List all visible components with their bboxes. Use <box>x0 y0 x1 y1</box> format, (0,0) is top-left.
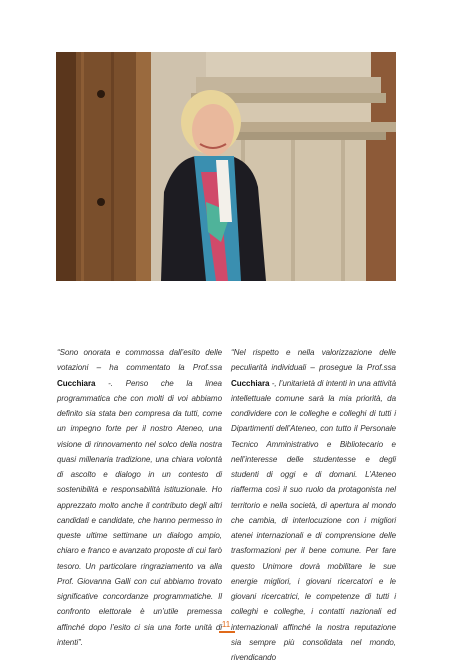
right-paragraph-start: “Nel rispetto e nella valorizzazione delle peculiarità individuali – prosegue la Prof.ssa <box>231 348 396 373</box>
left-paragraph-end: -. Penso che la linea programmatica che con molti di voi abbiamo definito sia stata ben compresa da tutti, come un impegno forte per il nostro Ateneo, una visione di rinnovamento nel solco della nostra quasi millenaria tradizione, una chiara volontà di ascolto e dialogo in un contesto di sostenibilità e responsabilità istituzionale. Ho apprezzato molto anche il contributo degli altri candidati e candidate, che hanno permesso in queste ultime settimane un dialogo ampio, chiaro e franco e avanzato proposte di cui farò tesoro. Un particolare ringraziamento va alla Prof. Giovanna Galli con cui abbiamo trovato significative concordanze programmatiche. Il confronto elettorale è un’utile premessa affinché dopo l’esito ci sia una forte unità di intenti”. <box>57 378 222 647</box>
left-text-column <box>57 345 222 650</box>
speaker-name: Cucchiara <box>57 378 96 388</box>
page-number: 11 <box>221 620 231 629</box>
speaker-name: Cucchiara <box>231 378 270 388</box>
right-paragraph-end: -, l’unitarietà di intenti in una attività intellettuale comune sarà la mia priorità, da condividere con le colleghe e colleghi di tutti i Dipartimenti dell’Ateneo, con tutto il Personale Tecnico Amministrativo e Bibliotecario e nell’interesse delle studentesse e degli studenti di oggi e di domani. L’Ateneo riafferma così il suo ruolo da protagonista nel territorio e nella società, di apertura al mondo che cambia, di interlocuzione con i migliori atenei internazionali e di comprensione delle trasformazioni per il bene comune. Per fare questo Unimore dovrà mobilitare le sue energie migliori, i giovani ricercatori e le giovani ricercatrici, le competenze di tutti i colleghi e colleghe, i contatti nazionali ed internazionali affinché la nostra reputazione sia sempre più consolidata nel mondo, rivendicando <box>231 378 396 662</box>
right-text-column <box>231 345 396 665</box>
left-paragraph-start: “Sono onorata e commossa dall’esito delle votazioni – ha commentato la Prof.ssa <box>57 348 222 373</box>
portrait-photo <box>56 52 396 281</box>
page-number-underline <box>219 631 235 633</box>
